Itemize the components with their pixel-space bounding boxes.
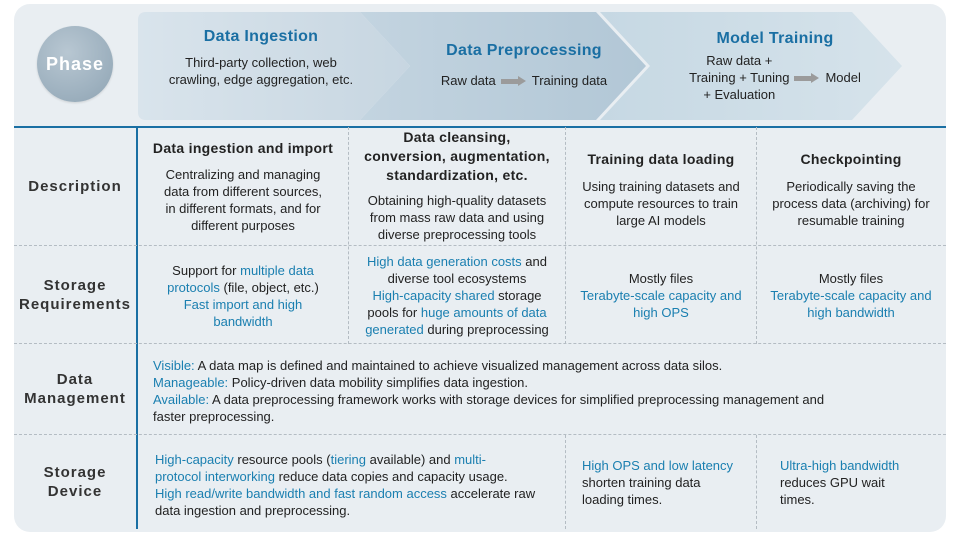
cell-line: data from different sources, — [163, 184, 322, 199]
label-column-divider — [136, 127, 138, 529]
row-label-text: Description — [28, 178, 122, 195]
stage-model-training — [655, 30, 895, 103]
column-divider — [756, 127, 757, 344]
plain-text: Support for — [172, 263, 241, 278]
highlight-text: bandwidth — [213, 314, 273, 329]
plain-text: resource pools ( — [233, 452, 331, 467]
cell-line: reduces GPU wait — [780, 475, 885, 490]
cell-line — [350, 287, 564, 304]
stage-data-ingestion — [150, 28, 372, 88]
cell-line: large AI models — [616, 213, 706, 228]
device-cell-training — [582, 457, 752, 508]
row-divider — [14, 434, 946, 435]
description-cell-training — [567, 150, 755, 229]
cell-title: Data ingestion and import — [152, 140, 334, 156]
cell-title: Checkpointing — [800, 151, 902, 167]
cell-title-line: Data cleansing, — [403, 129, 511, 145]
flow-from — [689, 52, 789, 103]
row-label-storage-device — [14, 435, 136, 529]
flow-from: Raw data — [440, 73, 496, 88]
highlight-text: High-capacity — [155, 452, 234, 467]
cell-line: from mass raw data and using — [369, 210, 545, 225]
cell-line: resumable training — [797, 213, 905, 228]
cell-text — [567, 178, 755, 229]
data-management-cell — [153, 357, 933, 425]
flow-from-line: + Evaluation — [703, 87, 776, 102]
row-label-text: Device — [47, 483, 103, 500]
flow-to: Model — [825, 70, 861, 85]
stage-desc-line: crawling, edge aggregation, etc. — [168, 72, 354, 87]
row-label-text: Management — [24, 390, 126, 407]
cell-line — [153, 374, 933, 391]
cell-line — [350, 253, 564, 270]
plain-text: A data map is defined and maintained to achieve visualized management across data silos. — [194, 358, 723, 373]
cell-line: shorten training data — [582, 475, 701, 490]
plain-text: Policy-driven data mobility simplifies data ingestion. — [228, 375, 529, 390]
highlight-text: high bandwidth — [807, 305, 895, 320]
plain-text: during preprocessing — [423, 322, 549, 337]
stage-desc-line: Third-party collection, web — [185, 55, 337, 70]
plain-text: reduce data copies and capacity usage. — [274, 469, 508, 484]
right-arrow-icon — [794, 74, 820, 82]
plain-text: and — [521, 254, 547, 269]
row-label-text: Requirements — [18, 295, 132, 313]
requirements-cell-checkpointing — [758, 270, 944, 321]
plain-text: storage — [494, 288, 542, 303]
highlight-text: High read/write bandwidth and fast random access — [155, 486, 447, 501]
highlight-text: multiple data — [240, 263, 314, 278]
cell-line: compute resources to train — [584, 196, 738, 211]
cell-text — [758, 178, 944, 229]
highlight-text: High-capacity shared — [372, 288, 495, 303]
row-label-text: Storage — [43, 276, 107, 294]
highlight-text: High OPS and low latency — [582, 458, 734, 473]
cell-line: in different formats, and for — [165, 201, 321, 216]
device-cell-checkpointing — [780, 457, 940, 508]
stage-title: Model Training — [716, 30, 834, 47]
phase-label: Phase — [45, 53, 105, 74]
highlight-text: high OPS — [633, 305, 689, 320]
cell-title-line: standardization, etc. — [386, 167, 528, 183]
highlight-text: Visible: — [153, 358, 195, 373]
cell-text — [350, 192, 564, 243]
cell-line — [350, 304, 564, 321]
stage-flow — [412, 73, 636, 88]
row-divider — [14, 343, 946, 344]
highlight-text: generated — [365, 322, 424, 337]
stage-title: Data Preprocessing — [446, 42, 602, 59]
row-label-storage-requirements — [14, 246, 136, 343]
column-divider — [565, 435, 566, 529]
description-cell-checkpointing — [758, 150, 944, 229]
cell-line — [155, 451, 563, 468]
requirements-cell-training — [567, 270, 755, 321]
cell-line — [140, 262, 346, 279]
stage-description — [150, 54, 372, 88]
cell-title: Training data loading — [587, 151, 735, 167]
column-divider — [565, 127, 566, 344]
highlight-text: multi- — [454, 452, 486, 467]
right-arrow-icon — [501, 77, 527, 85]
cell-line: process data (archiving) for — [772, 196, 930, 211]
cell-line: diverse tool ecosystems — [387, 271, 527, 286]
cell-line: diverse preprocessing tools — [377, 227, 537, 242]
highlight-text: huge amounts of data — [420, 305, 547, 320]
device-cell-ingestion-preprocessing — [155, 451, 563, 519]
plain-text: (file, object, etc.) — [219, 280, 319, 295]
requirements-cell-preprocessing — [350, 253, 564, 338]
cell-title-line: conversion, augmentation, — [364, 148, 550, 164]
cell-line: times. — [780, 492, 815, 507]
highlight-text: protocols — [167, 280, 220, 295]
highlight-text: Fast import and high — [183, 297, 303, 312]
column-divider — [756, 435, 757, 529]
cell-line: Using training datasets and — [582, 179, 740, 194]
stage-flow — [655, 52, 895, 103]
cell-line: Centralizing and managing — [165, 167, 321, 182]
flow-from-line: Raw data + — [706, 53, 773, 68]
cell-line: faster preprocessing. — [153, 409, 275, 424]
row-label-text: Storage — [43, 464, 107, 481]
highlight-text: Manageable: — [153, 375, 229, 390]
highlight-text: Terabyte-scale capacity and — [580, 288, 742, 303]
phase-badge — [37, 26, 113, 102]
stage-data-preprocessing — [412, 42, 636, 88]
cell-line: Obtaining high-quality datasets — [367, 193, 547, 208]
cell-line: Mostly files — [818, 271, 884, 286]
cell-line — [350, 321, 564, 338]
plain-text: available) and — [366, 452, 455, 467]
row-label-description — [14, 128, 136, 245]
flow-from-line: Training + Tuning — [689, 70, 790, 85]
highlight-text: Terabyte-scale capacity and — [770, 288, 932, 303]
highlight-text: Ultra-high bandwidth — [780, 458, 900, 473]
cell-line: Mostly files — [628, 271, 694, 286]
plain-text: accelerate raw — [446, 486, 536, 501]
cell-line — [155, 468, 563, 485]
row-divider — [14, 245, 946, 246]
description-cell-ingestion — [140, 139, 346, 234]
highlight-text: Available: — [153, 392, 210, 407]
plain-text: A data preprocessing framework works with storage devices for simplified preprocessing management and — [209, 392, 825, 407]
stage-title: Data Ingestion — [203, 28, 319, 45]
row-label-data-management — [14, 344, 136, 434]
cell-line: different purposes — [191, 218, 295, 233]
description-cell-preprocessing — [350, 128, 564, 243]
plain-text: pools for — [367, 305, 421, 320]
cell-text — [140, 166, 346, 234]
flow-to: Training data — [531, 73, 608, 88]
cell-line — [155, 485, 563, 502]
highlight-text: protocol interworking — [155, 469, 275, 484]
cell-line: Periodically saving the — [786, 179, 916, 194]
highlight-text: tiering — [330, 452, 367, 467]
cell-line — [153, 391, 933, 408]
cell-line — [153, 357, 933, 374]
cell-title — [350, 128, 564, 185]
column-divider — [348, 127, 349, 344]
highlight-text: High data generation costs — [367, 254, 522, 269]
row-label-text: Data — [56, 371, 94, 388]
cell-line: data ingestion and preprocessing. — [155, 503, 351, 518]
cell-line — [140, 279, 346, 296]
requirements-cell-ingestion — [140, 262, 346, 330]
cell-line: loading times. — [582, 492, 663, 507]
